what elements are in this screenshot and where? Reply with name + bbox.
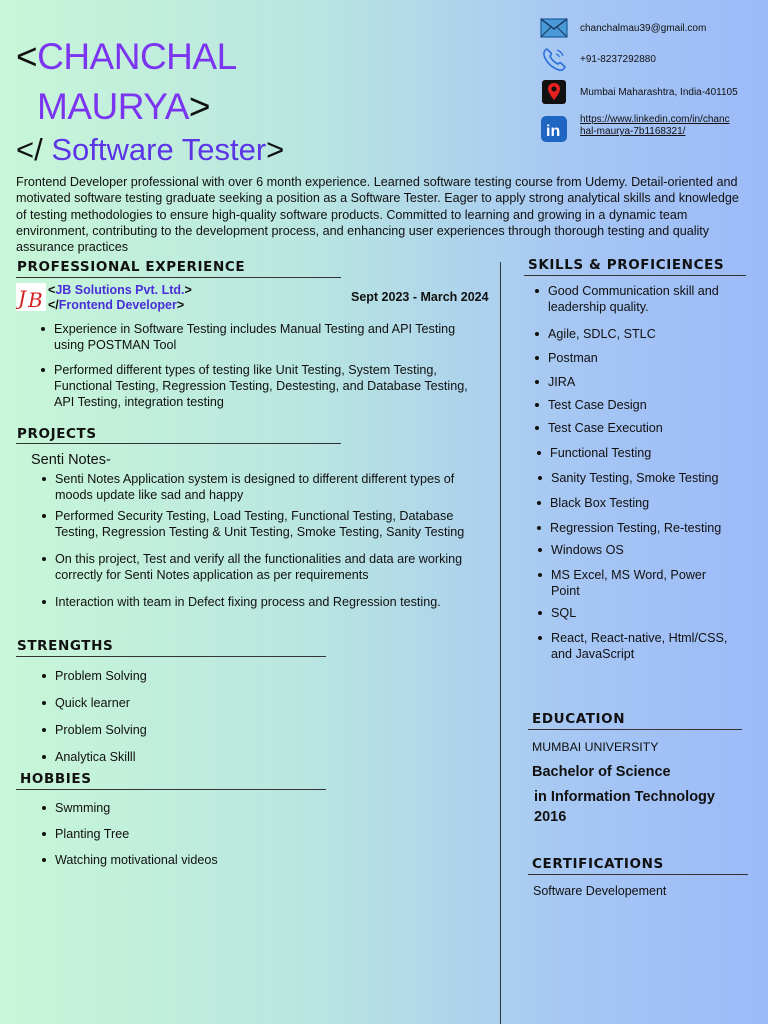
linkedin-line2[interactable]: hal-maurya-7b1168321/ bbox=[580, 126, 686, 137]
linkedin-icon bbox=[540, 116, 568, 142]
role-title bbox=[16, 134, 284, 165]
role-prefix: </ bbox=[16, 132, 43, 167]
list-item: Performed Security Testing, Load Testing, Functional Testing, Database Testing, Regression Testing & Unit Testing, Smoke Testing, Sanity Testing bbox=[55, 508, 475, 540]
role-name: Software Tester bbox=[51, 132, 267, 167]
skills-rule bbox=[524, 275, 746, 276]
degree-line1: Bachelor of Science bbox=[532, 764, 671, 780]
email-text[interactable]: chanchalmau39@gmail.com bbox=[580, 22, 707, 34]
contact-email bbox=[540, 15, 706, 41]
linkedin-line1[interactable]: https://www.linkedin.com/in/chanc bbox=[580, 114, 730, 125]
list-item: Experience in Software Testing includes Manual Testing and API Testing using POSTMAN Tool bbox=[54, 321, 478, 353]
experience-dates: Sept 2023 - March 2024 bbox=[351, 290, 489, 304]
role-suffix: > bbox=[266, 132, 285, 167]
project-name: Senti Notes- bbox=[31, 452, 111, 468]
list-item: Watching motivational videos bbox=[55, 852, 305, 868]
list-item: Good Communication skill and leadership quality. bbox=[548, 283, 743, 315]
list-item: Test Case Design bbox=[548, 397, 743, 413]
svg-text:B: B bbox=[28, 288, 43, 311]
list-item: MS Excel, MS Word, Power Point bbox=[551, 567, 726, 599]
strengths-heading: STRENGTHS bbox=[17, 638, 114, 654]
job-title-line bbox=[48, 298, 192, 313]
list-item: Functional Testing bbox=[550, 445, 743, 461]
list-item: Black Box Testing bbox=[550, 495, 743, 511]
education-rule bbox=[528, 729, 742, 730]
experience-bullets bbox=[54, 321, 478, 410]
university-name: MUMBAI UNIVERSITY bbox=[532, 740, 659, 754]
linkedin-link[interactable] bbox=[580, 114, 730, 138]
certifications-heading: CERTIFICATIONS bbox=[532, 856, 664, 872]
company-logo bbox=[16, 283, 46, 311]
list-item: On this project, Test and verify all the functionalities and data are working correctly for Senti Notes application as per requirements bbox=[55, 551, 475, 583]
list-item: Test Case Execution bbox=[548, 420, 743, 436]
job-title: Frontend Developer bbox=[58, 297, 177, 312]
company-open: < bbox=[48, 283, 56, 297]
certification-item: Software Developement bbox=[533, 884, 667, 898]
skills-list bbox=[548, 283, 743, 662]
list-item: React, React-native, Html/CSS, and JavaScript bbox=[551, 630, 741, 662]
list-item: Quick learner bbox=[55, 695, 305, 711]
list-item: Analytica Skilll bbox=[55, 749, 305, 765]
list-item: Planting Tree bbox=[55, 826, 305, 842]
list-item: Regression Testing, Re-testing bbox=[550, 520, 743, 536]
list-item: Sanity Testing, Smoke Testing bbox=[551, 470, 743, 486]
contact-location bbox=[540, 79, 738, 105]
projects-rule bbox=[16, 443, 341, 444]
degree-line2: in Information Technology bbox=[534, 789, 715, 805]
company-close: > bbox=[184, 283, 192, 297]
education-heading: EDUCATION bbox=[532, 711, 626, 727]
location-pin-icon bbox=[540, 79, 568, 105]
name-first-line bbox=[16, 38, 237, 75]
location-text: Mumbai Maharashtra, India-401105 bbox=[580, 86, 738, 98]
list-item: Problem Solving bbox=[55, 722, 305, 738]
hobbies-rule bbox=[16, 789, 326, 790]
name-second-line bbox=[37, 88, 210, 125]
projects-heading: PROJECTS bbox=[17, 426, 97, 442]
list-item: Windows OS bbox=[551, 542, 743, 558]
title-open: </ bbox=[48, 297, 59, 312]
envelope-icon bbox=[540, 15, 568, 41]
list-item: Performed different types of testing like Unit Testing, System Testing, Functional Testing, Regression Testing, Destesting, and Database Testing, API Testing, integration testing bbox=[54, 362, 478, 410]
certifications-rule bbox=[528, 874, 748, 875]
first-name: CHANCHAL bbox=[37, 36, 237, 77]
close-bracket: > bbox=[188, 86, 210, 127]
phone-icon bbox=[540, 46, 568, 72]
hobbies-list bbox=[55, 800, 305, 868]
svg-text:J: J bbox=[18, 286, 27, 310]
company-name: JB Solutions Pvt. Ltd. bbox=[55, 283, 185, 297]
list-item: SQL bbox=[551, 605, 743, 621]
list-item: Interaction with team in Defect fixing process and Regression testing. bbox=[55, 594, 475, 610]
skills-heading: SKILLS & PROFICIENCES bbox=[528, 257, 725, 273]
svg-text:in: in bbox=[546, 123, 561, 140]
summary-paragraph: Frontend Developer professional with over 6 month experience. Learned software testing course from Udemy. Detail-oriented and motivated software testing graduate seeking a position as a Software Tester. Eager to apply strong analytical skills and knowledge of testing methodologies to ensure high-quality software products. Committed to learning and growing in a dynamic team environment, contributing to the development process, and enhancing user experiences through thorough testing and quality assurance practices bbox=[16, 175, 739, 255]
list-item: Problem Solving bbox=[55, 668, 305, 684]
list-item: Senti Notes Application system is designed to different different types of moods update like sad and happy bbox=[55, 471, 475, 503]
last-name: MAURYA bbox=[37, 86, 189, 127]
contact-phone bbox=[540, 46, 656, 72]
project-bullets bbox=[55, 471, 475, 610]
degree-block bbox=[532, 762, 715, 827]
experience-heading: PROFESSIONAL EXPERIENCE bbox=[17, 259, 246, 275]
phone-text[interactable]: +91-8237292880 bbox=[580, 53, 656, 65]
list-item: Agile, SDLC, STLC bbox=[548, 326, 743, 342]
company-line bbox=[48, 283, 192, 298]
contact-linkedin bbox=[540, 114, 730, 142]
strengths-rule bbox=[16, 656, 326, 657]
list-item: Postman bbox=[548, 350, 743, 366]
hobbies-heading: HOBBIES bbox=[20, 771, 92, 787]
column-divider bbox=[500, 262, 501, 1024]
experience-rule bbox=[16, 277, 341, 278]
degree-year: 2016 bbox=[534, 809, 567, 825]
company-block bbox=[48, 283, 192, 312]
list-item: Swmming bbox=[55, 800, 305, 816]
strengths-list bbox=[55, 668, 305, 765]
title-close: > bbox=[176, 297, 185, 312]
open-bracket: < bbox=[16, 36, 38, 77]
list-item: JIRA bbox=[548, 374, 743, 390]
